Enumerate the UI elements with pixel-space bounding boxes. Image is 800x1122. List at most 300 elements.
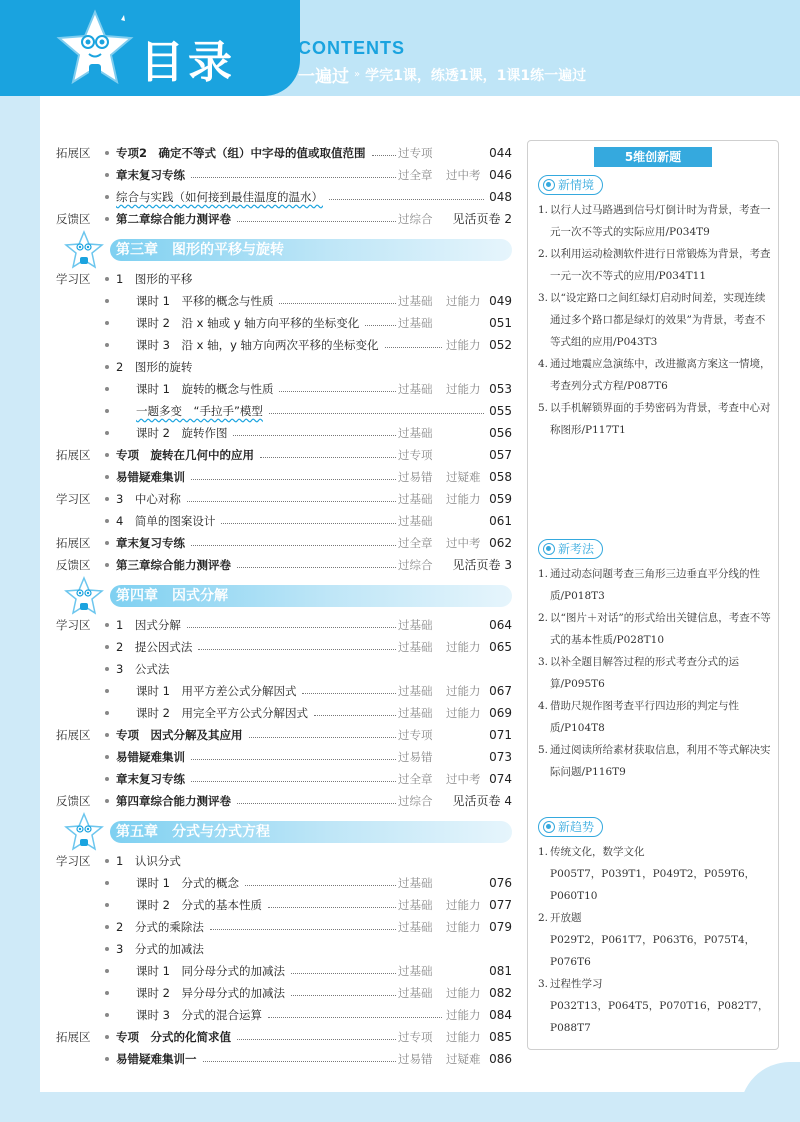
toc-entry-title: 课时 1 同分母分式的加减法 [136,964,285,978]
practice-tag: 过能力 [446,706,481,720]
panel-item [538,243,774,287]
toc-row[interactable] [56,746,512,768]
bulb-icon [543,543,555,555]
item-text: 开放题 [550,912,582,924]
panel-item [538,397,774,441]
slogan-detail: 学完1课，练透1课，1课1练一遍过 [365,67,587,84]
bullet-dot [105,1013,109,1017]
practice-tag: 过基础 [398,640,433,654]
bullet-dot [105,497,109,501]
page-number: 073 [489,750,512,764]
toc-entry-title: 2 提公因式法 [116,640,193,654]
toc-entry-title: 2 分式的乘除法 [116,920,204,934]
item-number: 4. [538,358,549,370]
page-number: 055 [489,404,512,418]
item-text: 借助尺规作图考查平行四边形的判定与性质/P104T8 [550,700,739,734]
bullet-dot [105,733,109,737]
toc-row[interactable] [56,290,512,312]
toc-entry-title: 专项2 确定不等式（组）中字母的值或取值范围 [116,146,366,160]
practice-tag: 过专项 [398,1030,433,1044]
toc-entry-title: 易错疑难集训 [116,750,185,764]
dotted-leader [210,929,396,930]
toc-entry-title: 专项 分式的化简求值 [116,1030,231,1044]
toc-entry-title: 3 中心对称 [116,492,181,506]
bullet-dot [105,881,109,885]
practice-tag: 过专项 [398,448,433,462]
toc-row[interactable] [56,378,512,400]
panel-item [538,973,774,995]
toc-row[interactable] [56,724,512,746]
panel-item [538,199,774,243]
bullet-dot [105,969,109,973]
dotted-leader [198,649,396,650]
practice-tag: 过综合 [398,558,433,572]
bullet-dot [105,453,109,457]
page-title: 目录 [140,37,236,88]
dotted-leader [260,457,396,458]
item-text: 以补全题目解答过程的形式考查分式的运算/P095T6 [550,656,739,690]
toc-entry-title: 1 图形的平移 [116,272,193,286]
practice-tag: 过基础 [398,514,433,528]
page-number: 079 [489,920,512,934]
practice-tag: 过基础 [398,426,433,440]
toc-row[interactable] [56,938,512,960]
practice-tag: 过易错 [398,750,433,764]
panel-item [538,841,774,863]
page-number: 071 [489,728,512,742]
dotted-leader [314,715,396,716]
toc-entry-title: 4 简单的图案设计 [116,514,216,528]
practice-tag: 过中考 [446,772,481,786]
panel-item [538,907,774,929]
section-pill [538,175,603,195]
page-number: 077 [489,898,512,912]
panel-item [538,353,774,397]
panel-item [538,287,774,353]
item-number: 5. [538,402,549,414]
innovation-panel [527,140,779,1050]
practice-tag: 过能力 [446,684,481,698]
panel-item [538,651,774,695]
practice-tag: 过疑难 [446,1052,481,1066]
toc-row[interactable] [56,164,512,186]
toc-row[interactable] [56,1026,512,1048]
toc-row[interactable] [56,850,512,872]
toc-entry-title: 第二章综合能力测评卷 [116,212,231,226]
toc-row[interactable] [56,510,512,532]
practice-tag: 过专项 [398,146,433,160]
practice-tag: 过能力 [446,920,481,934]
toc-entry-title: 课时 1 旋转的概念与性质 [136,382,274,396]
toc-entry-title: 章末复习专练 [116,168,185,182]
chapter-header [64,582,512,610]
mascot-star-icon [64,812,104,852]
practice-tag: 过基础 [398,316,433,330]
zone-label: 拓展区 [56,448,91,462]
page-number: 051 [489,316,512,330]
zone-label: 拓展区 [56,728,91,742]
toc-row[interactable] [56,790,512,812]
dotted-leader [191,545,396,546]
toc-row[interactable] [56,356,512,378]
item-text: P029T2，P061T7，P063T6，P075T4，P076T6 [550,934,756,968]
page-number: 059 [489,492,512,506]
toc-row[interactable] [56,636,512,658]
bullet-dot [105,343,109,347]
panel-item [538,739,774,783]
bullet-dot [105,475,109,479]
bullet-dot [105,755,109,759]
dotted-leader [372,155,397,156]
zone-label: 拓展区 [56,146,91,160]
toc-entry-title: 课时 2 沿 x 轴或 y 轴方向平移的坐标变化 [136,316,360,330]
practice-tag: 过能力 [446,1030,481,1044]
bullet-dot [105,1035,109,1039]
toc-entry-title: 易错疑难集训 [116,470,185,484]
panel-title: 5维创新题 [594,147,712,167]
page-number: 057 [489,448,512,462]
dotted-leader [187,501,396,502]
dotted-leader [279,303,396,304]
practice-tag: 过基础 [398,382,433,396]
mascot-star-icon [64,230,104,270]
bullet-dot [105,799,109,803]
dotted-leader [329,199,484,200]
page-number: 062 [489,536,512,550]
practice-tag: 过基础 [398,684,433,698]
panel-item [538,995,774,1039]
page-number: 064 [489,618,512,632]
toc-entry-title: 第四章综合能力测评卷 [116,794,231,808]
zone-label: 反馈区 [56,212,91,226]
item-number: 2. [538,248,549,260]
practice-tag: 过基础 [398,492,433,506]
slogan-main: 一遍过 [298,67,349,87]
bullet-dot [105,365,109,369]
toc-row[interactable] [56,1048,512,1070]
practice-tag: 过易错 [398,1052,433,1066]
page-number: 061 [489,514,512,528]
bullet-dot [105,151,109,155]
zone-label: 拓展区 [56,536,91,550]
dotted-leader [191,479,396,480]
toc-entry-title: 易错疑难集训一 [116,1052,197,1066]
toc-row[interactable] [56,702,512,724]
item-number: 1. [538,568,549,580]
chapter-title: 第四章 因式分解 [116,588,228,604]
page-number: 074 [489,772,512,786]
bullet-dot [105,195,109,199]
dotted-leader [237,803,396,804]
toc-row[interactable] [56,488,512,510]
chapter-header [64,818,512,846]
item-text: 通过阅读所给素材获取信息，利用不等式解决实际问题/P116T9 [550,744,771,778]
contents-label: CONTENTS [298,38,405,58]
double-arrow-icon: » [354,69,361,80]
bullet-dot [105,541,109,545]
practice-tag: 过能力 [446,898,481,912]
page-number: 052 [489,338,512,352]
section-label: 新趋势 [558,820,595,834]
dotted-leader [237,567,396,568]
page-number: 069 [489,706,512,720]
toc-row[interactable] [56,960,512,982]
panel-item [538,607,774,651]
page-number: 084 [489,1008,512,1022]
toc-entry-title: 课时 3 沿 x 轴，y 轴方向两次平移的坐标变化 [136,338,379,352]
toc-entry-title: 章末复习专练 [116,772,185,786]
zone-label: 学习区 [56,272,91,286]
mascot-star-icon [64,576,104,616]
toc-row[interactable] [56,1004,512,1026]
practice-tag: 过全章 [398,168,433,182]
toc-row[interactable] [56,532,512,554]
toc-entry-title: 课时 1 用平方差公式分解因式 [136,684,297,698]
toc-row[interactable] [56,658,512,680]
zone-label: 学习区 [56,618,91,632]
toc-entry-title: 专项 因式分解及其应用 [116,728,243,742]
practice-tag: 过能力 [446,1008,481,1022]
zone-label: 反馈区 [56,794,91,808]
bullet-dot [105,925,109,929]
dotted-leader [269,413,484,414]
section-label: 新情境 [558,178,595,192]
item-number: 3. [538,292,549,304]
item-text: 以手机解锁界面的手势密码为背景，考查中心对称图形/P117T1 [550,402,771,436]
dotted-leader [385,347,442,348]
page-number: 048 [489,190,512,204]
practice-tag: 过全章 [398,536,433,550]
practice-tag: 过疑难 [446,470,481,484]
practice-tag: 过基础 [398,294,433,308]
practice-tag: 过易错 [398,470,433,484]
panel-item [538,929,774,973]
toc-entry-title: 综合与实践（如何接到最佳温度的温水） [116,190,323,204]
page-number: 053 [489,382,512,396]
bullet-dot [105,519,109,523]
toc-row[interactable] [56,466,512,488]
toc-row[interactable] [56,768,512,790]
toc-row[interactable] [56,872,512,894]
toc-entry-title: 1 因式分解 [116,618,181,632]
bullet-dot [105,623,109,627]
panel-item [538,563,774,607]
item-text: 通过动态问题考查三角形三边垂直平分线的性质/P018T3 [550,568,760,602]
page-number: 082 [489,986,512,1000]
toc-entry-title: 第三章综合能力测评卷 [116,558,231,572]
bulb-icon [543,179,555,191]
bullet-dot [105,563,109,567]
practice-tag: 过能力 [446,640,481,654]
dotted-leader [365,325,396,326]
section-pill [538,817,603,837]
toc-row[interactable] [56,680,512,702]
toc-row[interactable] [56,268,512,290]
toc-row[interactable] [56,186,512,208]
practice-tag: 过能力 [446,492,481,506]
dotted-leader [237,221,396,222]
toc-entry-title: 1 认识分式 [116,854,181,868]
bullet-dot [105,277,109,281]
item-text: 通过地震应急演练中，改进撤离方案这一情境，考查列分式方程/P087T6 [550,358,771,392]
page-number: 058 [489,470,512,484]
bullet-dot [105,711,109,715]
toc-entry-title: 章末复习专练 [116,536,185,550]
item-number: 1. [538,204,549,216]
toc-row[interactable] [56,208,512,230]
page-number: 086 [489,1052,512,1066]
practice-tag: 过中考 [446,536,481,550]
item-text: 以“设定路口之间红绿灯启动时间差，实现连续通过多个路口都是绿灯的效果”为背景，考查不等式组的应用/P043T3 [550,292,766,348]
bullet-dot [105,947,109,951]
dotted-leader [237,1039,396,1040]
practice-tag: 过基础 [398,964,433,978]
toc-entry-title: 3 公式法 [116,662,170,676]
practice-tag: 过基础 [398,986,433,1000]
page-number: 065 [489,640,512,654]
toc-entry-title: 3 分式的加减法 [116,942,204,956]
practice-tag: 过能力 [446,382,481,396]
dotted-leader [268,907,396,908]
practice-tag: 过基础 [398,920,433,934]
item-number: 3. [538,656,549,668]
dotted-leader [191,781,396,782]
chapter-header [64,236,512,264]
toc-row[interactable] [56,444,512,466]
toc-row[interactable] [56,312,512,334]
page-number: 085 [489,1030,512,1044]
dotted-leader [203,1061,397,1062]
bulb-icon [543,821,555,833]
item-number: 5. [538,744,549,756]
toc-entry-title: 课时 2 分式的基本性质 [136,898,262,912]
page-number: 见活页卷 2 [452,212,512,226]
item-text: 以行人过马路遇到信号灯倒计时为背景，考查一元一次不等式的实际应用/P034T9 [550,204,771,238]
item-text: 以利用运动检测软件进行日常锻炼为背景，考查一元一次不等式的应用/P034T11 [550,248,771,282]
practice-tag: 过全章 [398,772,433,786]
section-pill [538,539,603,559]
item-text: P032T13，P064T5，P070T16，P082T7，P088T7 [550,1000,769,1034]
zone-label: 反馈区 [56,558,91,572]
item-text: 传统文化，数学文化 [550,846,645,858]
page-number: 044 [489,146,512,160]
page-number: 067 [489,684,512,698]
practice-tag: 过基础 [398,618,433,632]
practice-tag: 过基础 [398,876,433,890]
practice-tag: 过综合 [398,794,433,808]
zone-label: 学习区 [56,492,91,506]
page-number: 056 [489,426,512,440]
page-number: 046 [489,168,512,182]
dotted-leader [249,737,397,738]
dotted-leader [191,759,396,760]
section-label: 新考法 [558,542,595,556]
practice-tag: 过能力 [446,294,481,308]
item-number: 1. [538,846,549,858]
toc-entry-title: 一题多变 “手拉手”模型 [136,404,263,418]
bullet-dot [105,387,109,391]
dotted-leader [187,627,396,628]
toc-row[interactable] [56,554,512,576]
toc-entry-title: 课时 2 旋转作图 [136,426,228,440]
practice-tag: 过基础 [398,898,433,912]
zone-label: 学习区 [56,854,91,868]
toc-row[interactable] [56,982,512,1004]
toc-row[interactable] [56,400,512,422]
toc-row[interactable] [56,334,512,356]
bullet-dot [105,409,109,413]
practice-tag: 过基础 [398,706,433,720]
dotted-leader [291,973,396,974]
bullet-dot [105,1057,109,1061]
toc-row[interactable] [56,894,512,916]
page-number: 076 [489,876,512,890]
toc-row[interactable] [56,142,512,164]
item-text: 以“图片＋对话”的形式给出关键信息，考查不等式的基本性质/P028T10 [550,612,771,646]
toc-row[interactable] [56,916,512,938]
panel-item [538,695,774,739]
bullet-dot [105,689,109,693]
chapter-title: 第三章 图形的平移与旋转 [116,242,284,258]
practice-tag: 过能力 [446,338,481,352]
chapter-title: 第五章 分式与分式方程 [116,824,270,840]
bullet-dot [105,321,109,325]
item-number: 2. [538,612,549,624]
dotted-leader [291,995,396,996]
dotted-leader [302,693,396,694]
page-number: 049 [489,294,512,308]
bullet-dot [105,777,109,781]
item-number: 3. [538,978,549,990]
bullet-dot [105,217,109,221]
bullet-dot [105,173,109,177]
panel-item [538,863,774,907]
bullet-dot [105,903,109,907]
toc-row[interactable] [56,422,512,444]
item-number: 4. [538,700,549,712]
toc-entry-title: 课时 1 平移的概念与性质 [136,294,274,308]
toc-entry-title: 2 图形的旋转 [116,360,193,374]
bullet-dot [105,299,109,303]
dotted-leader [191,177,396,178]
toc-entry-title: 课时 1 分式的概念 [136,876,239,890]
page-number: 见活页卷 4 [452,794,512,808]
item-number: 2. [538,912,549,924]
item-text: P005T7，P039T1，P049T2，P059T6，P060T10 [550,868,756,902]
practice-tag: 过中考 [446,168,481,182]
bullet-dot [105,991,109,995]
toc-row[interactable] [56,614,512,636]
zone-label: 拓展区 [56,1030,91,1044]
dotted-leader [279,391,396,392]
dotted-leader [233,435,396,436]
dotted-leader [245,885,396,886]
item-text: 过程性学习 [550,978,603,990]
toc-entry-title: 课时 3 分式的混合运算 [136,1008,262,1022]
bullet-dot [105,645,109,649]
toc-entry-title: 课时 2 用完全平方公式分解因式 [136,706,308,720]
dotted-leader [268,1017,442,1018]
toc-entry-title: 课时 2 异分母分式的加减法 [136,986,285,1000]
practice-tag: 过综合 [398,212,433,226]
practice-tag: 过能力 [446,986,481,1000]
bullet-dot [105,859,109,863]
bullet-dot [105,431,109,435]
dotted-leader [221,523,396,524]
page-number: 见活页卷 3 [452,558,512,572]
toc-entry-title: 专项 旋转在几何中的应用 [116,448,254,462]
bullet-dot [105,667,109,671]
